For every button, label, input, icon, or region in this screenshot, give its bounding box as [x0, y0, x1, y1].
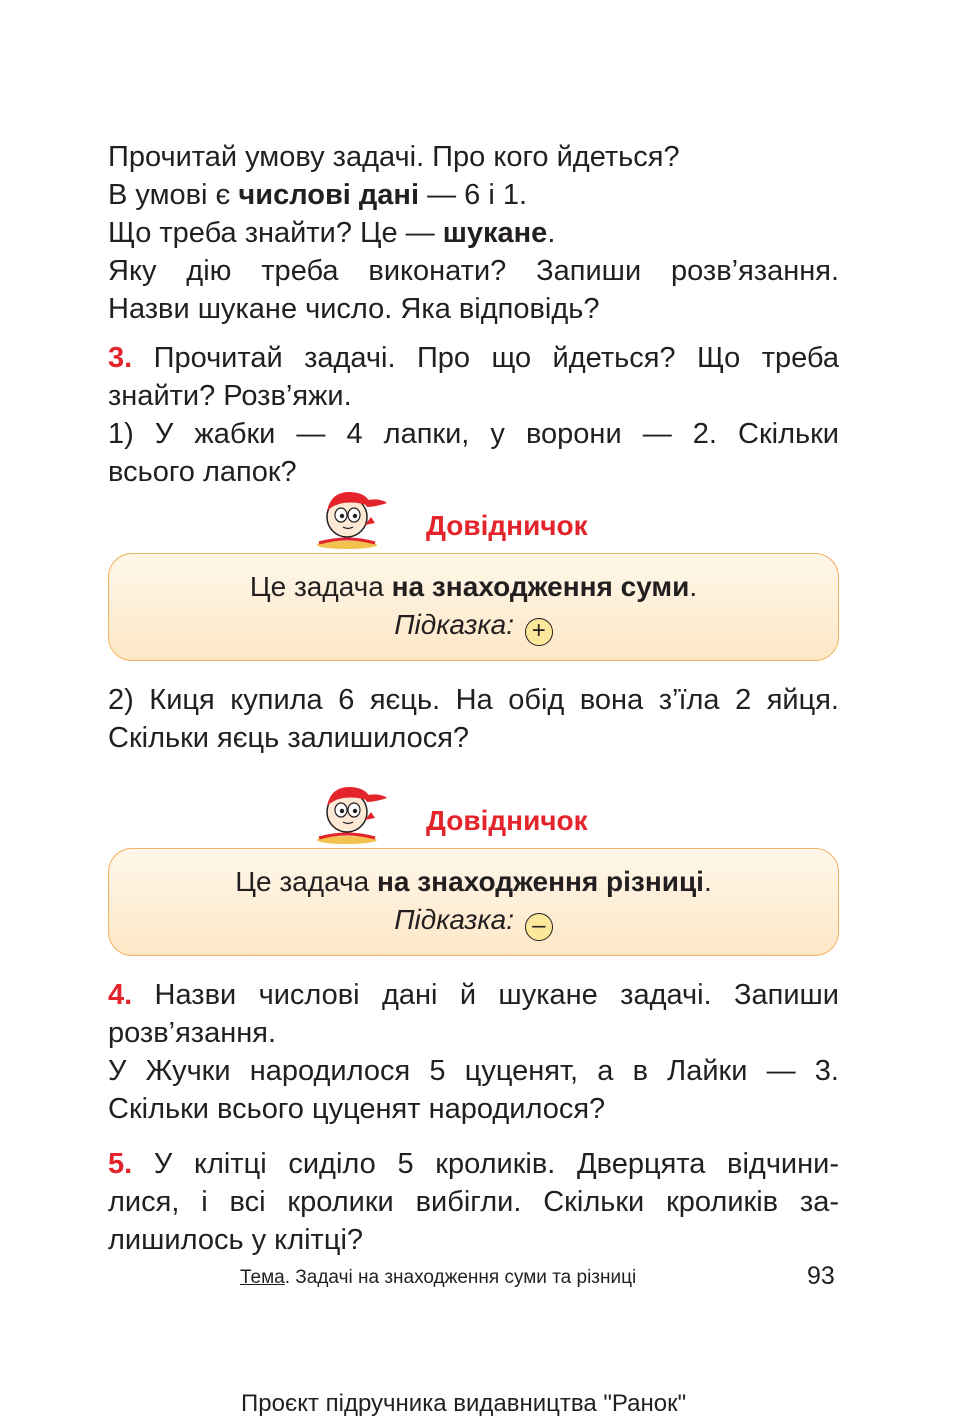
topic-label: Тема [240, 1267, 285, 1288]
text: . [689, 571, 698, 602]
text: В умові є [108, 179, 239, 211]
helper-header-1 [108, 491, 839, 553]
intro-block [108, 138, 839, 328]
text: . [547, 217, 556, 249]
task-number: 4. [108, 979, 133, 1011]
task-4-line-3: У Жучки народилося 5 цуценят, а в Лайки — 3. [108, 1055, 839, 1087]
helper-box-sum [108, 553, 839, 661]
task-4 [108, 976, 839, 1128]
helper-header-2 [108, 786, 839, 848]
helper-text [119, 568, 828, 606]
text: Прочитай задачі. Про що йдеться? Що треба [132, 342, 839, 374]
page-content [108, 138, 839, 1270]
text: Назви числові дані й шукане задачі. Запиши [132, 979, 839, 1011]
project-note: Проєкт підручника видавництва "Ранок" [241, 1390, 687, 1417]
helper-text [119, 863, 828, 901]
task-5-line-3: лишилось у клітці? [108, 1224, 364, 1256]
task-5 [108, 1145, 839, 1259]
intro-line-3 [108, 214, 839, 252]
text: — 6 і 1. [419, 179, 528, 211]
task-3-sub-1-line-2: всього лапок? [108, 456, 297, 488]
mascot-icon [313, 772, 395, 848]
task-4-line-2: розв’язання. [108, 1017, 276, 1049]
intro-line-4: Яку дію треба виконати? Запиши розв’язання. [108, 255, 839, 287]
text: Це задача [235, 866, 377, 897]
text: У клітці сиділо 5 кроликів. Дверцята відчини- [132, 1148, 839, 1180]
page-number: 93 [807, 1262, 835, 1290]
task-3-sub-2 [108, 681, 839, 757]
task-3-line-1 [108, 339, 839, 377]
hint-line [119, 606, 828, 646]
mascot-icon [313, 477, 395, 553]
intro-line-2 [108, 176, 839, 214]
term-unknown: шукане [442, 217, 548, 249]
helper-term: на знаходження суми [391, 571, 690, 602]
text: Це задача [249, 571, 392, 602]
plus-sign-icon: + [525, 618, 553, 646]
task-3 [108, 339, 839, 491]
hint-line [119, 901, 828, 941]
intro-line-1: Прочитай умову задачі. Про кого йдеться? [108, 141, 680, 173]
text: Що треба знайти? Це — [108, 217, 443, 249]
task-4-line-1 [108, 976, 839, 1014]
text: . [703, 866, 712, 897]
task-number: 5. [108, 1148, 133, 1180]
task-5-line-1 [108, 1145, 839, 1183]
task-3-sub-2-line-1: 2) Киця купила 6 яєць. На обід вона з’їла 2 яйця. [108, 684, 839, 716]
helper-term: на знаходження різниці [376, 866, 704, 897]
hint-label: Підказка: [394, 609, 514, 640]
footer-topic [240, 1266, 636, 1290]
task-3-sub-1-line-1: 1) У жабки — 4 лапки, у ворони — 2. Скільки [108, 418, 839, 450]
task-5-line-2: лися, і всі кролики вибігли. Скільки кроликів за- [108, 1186, 839, 1218]
intro-line-5: Назви шукане число. Яка відповідь? [108, 293, 600, 325]
hint-label: Підказка: [394, 904, 514, 935]
helper-box-difference [108, 848, 839, 956]
helper-title: Довідничок [426, 510, 588, 541]
term-numeric-data: числові дані [238, 179, 420, 211]
task-number: 3. [108, 342, 133, 374]
minus-sign-icon: – [525, 913, 553, 941]
helper-title: Довідничок [426, 805, 588, 836]
task-3-line-2: знайти? Розв’яжи. [108, 380, 352, 412]
topic-text: . Задачі на знаходження суми та різниці [284, 1267, 637, 1288]
task-4-line-4: Скільки всього цуценят народилося? [108, 1093, 606, 1125]
task-3-sub-2-line-2: Скільки яєць залишилося? [108, 722, 470, 754]
